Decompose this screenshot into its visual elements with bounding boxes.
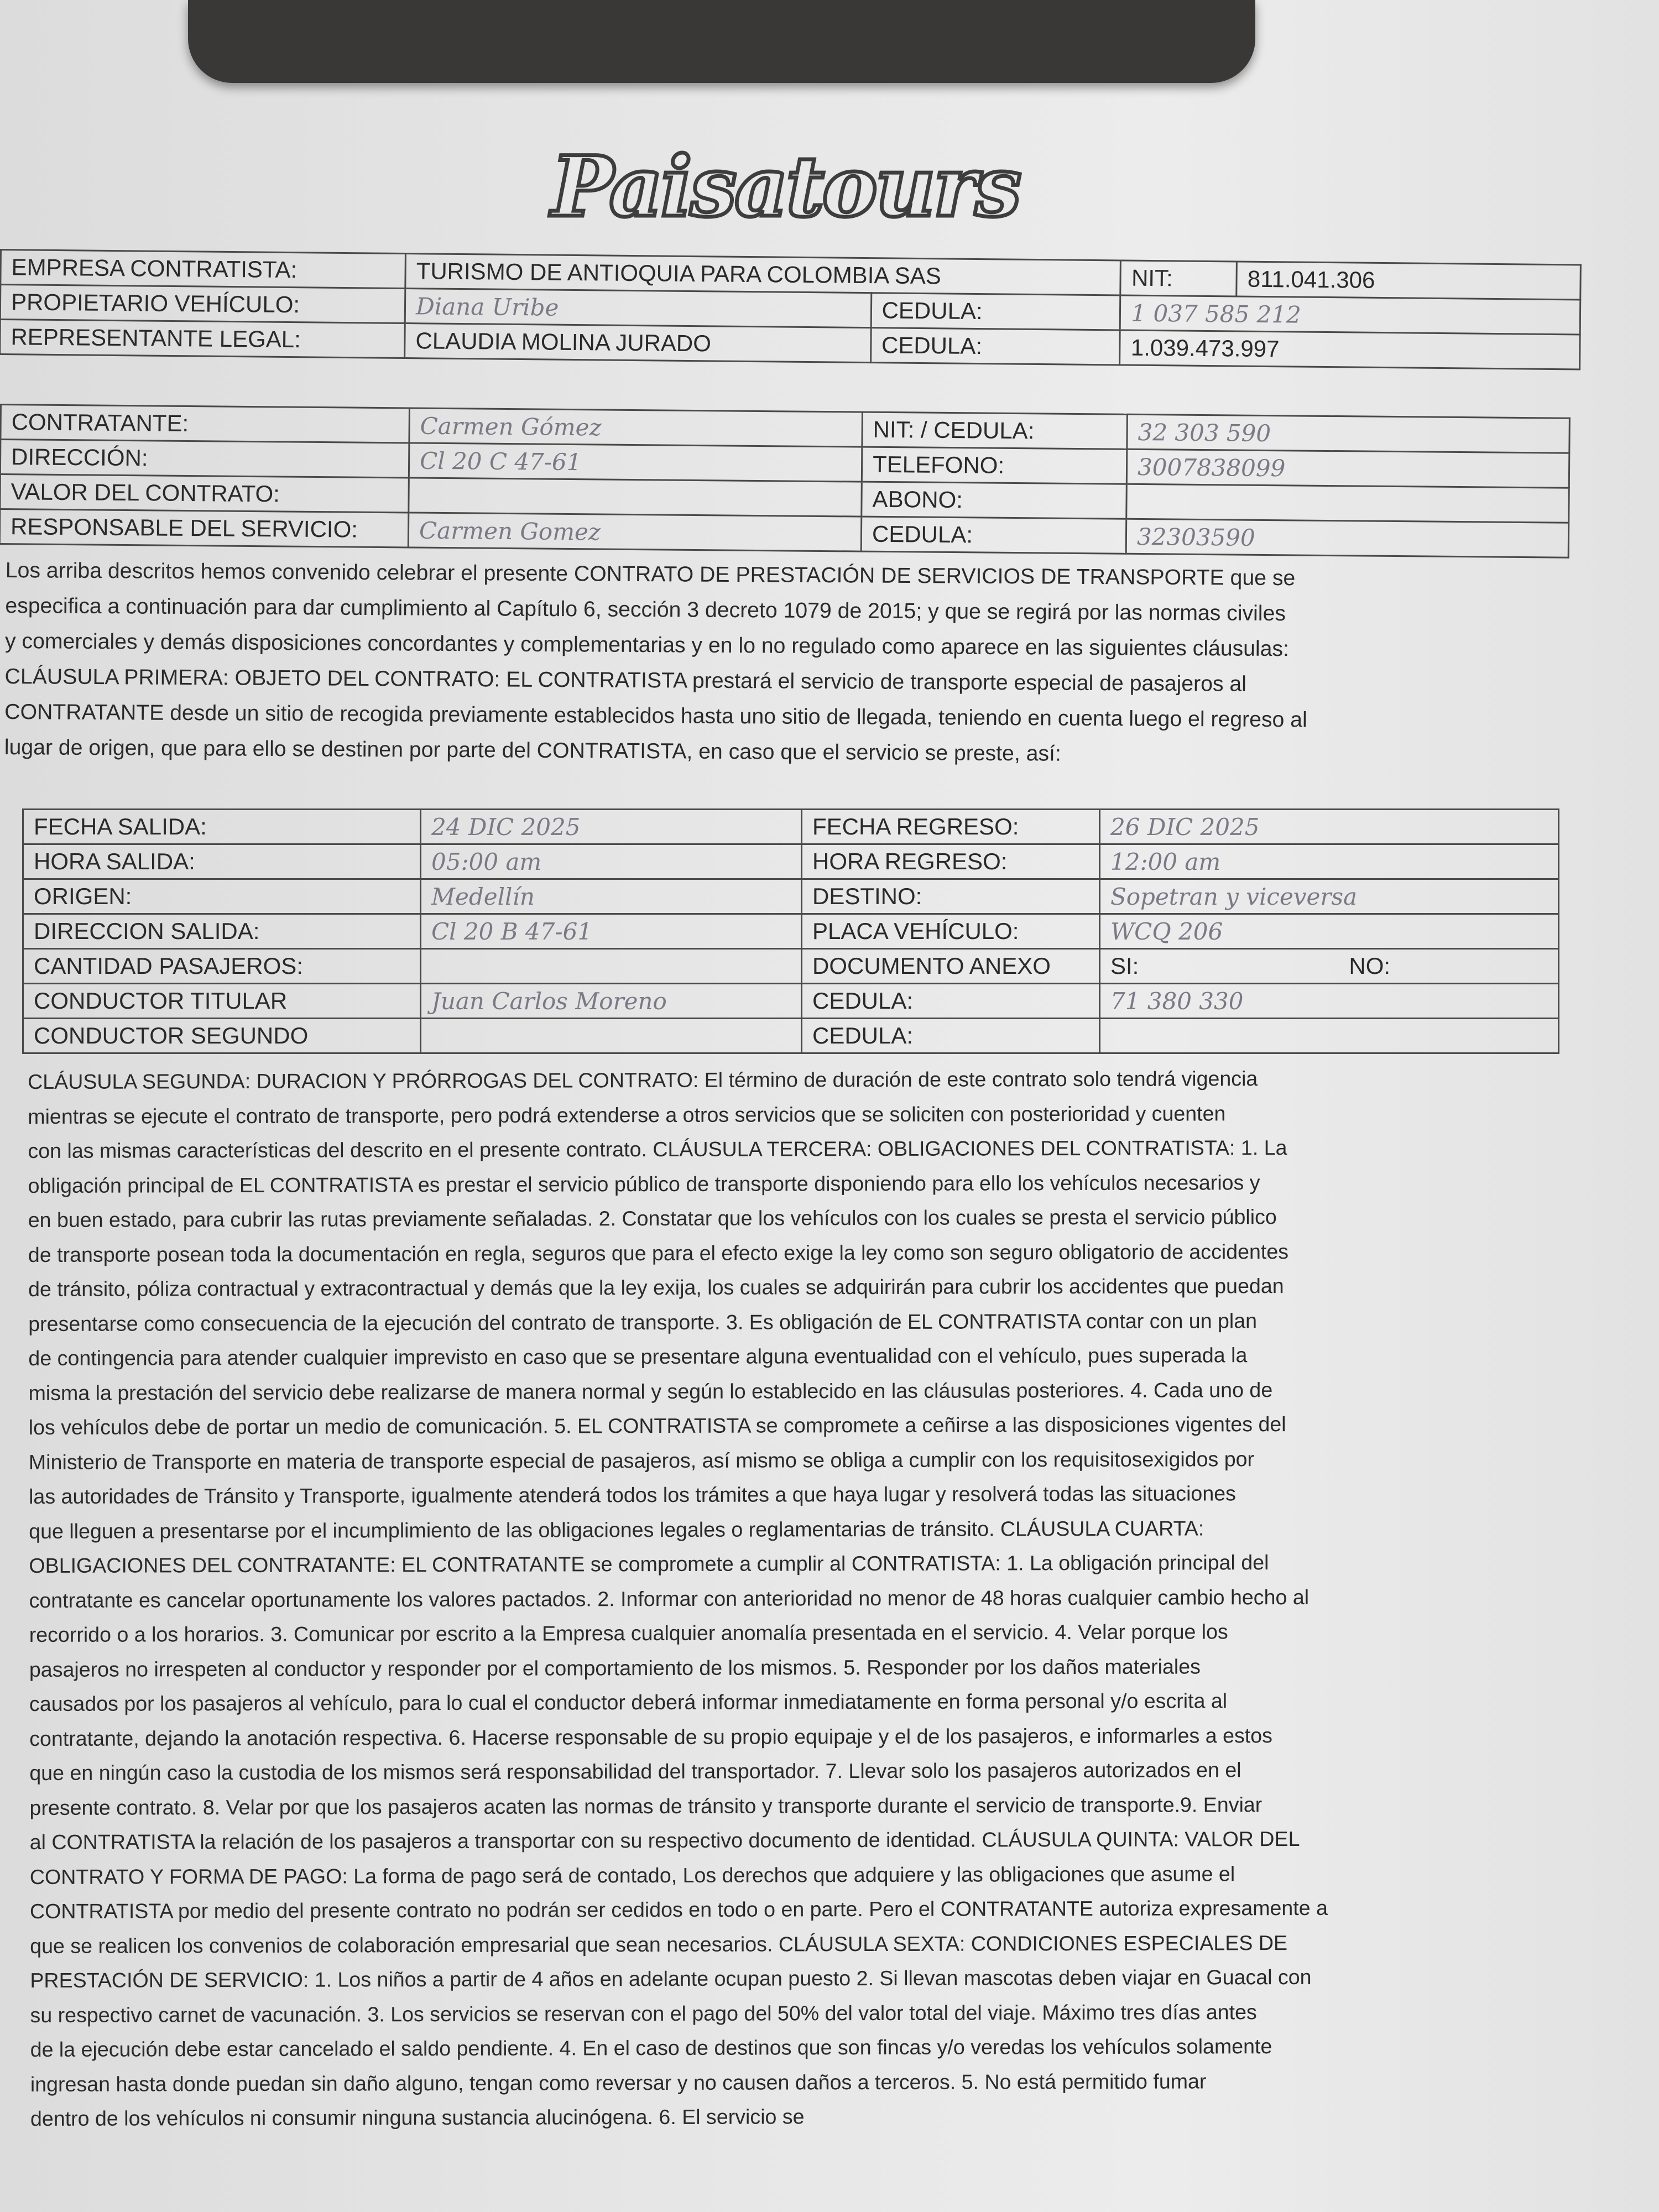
clause-line: recorrido o a los horarios. 3. Comunicar por escrito a la Empresa cualquier anomalía presentada en el servicio. 4. Velar porque los <box>29 1620 1228 1646</box>
departure-date: 24 DIC 2025 <box>421 810 802 844</box>
field-label: RESPONSABLE DEL SERVICIO: <box>0 509 409 547</box>
logo-wordmark: Paisatours <box>551 138 1020 236</box>
annex-options <box>1100 949 1559 984</box>
deposit-value <box>1126 484 1569 523</box>
clause-line: obligación principal de EL CONTRATISTA es prestar el servicio público de transporte disponiendo para ello los vehículos necesarios y <box>28 1170 1260 1197</box>
intro-paragraph <box>4 553 1576 775</box>
field-label: CEDULA: <box>802 984 1100 1019</box>
owner-name: Diana Uribe <box>405 289 871 328</box>
clause-line: de la ejecución debe estar cancelado el saldo pendiente. 4. En el caso de destinos que son fincas y/o veredas los vehículos solamente <box>30 2034 1272 2061</box>
clause-line: al CONTRATISTA la relación de los pasajeros a transportar con su respectivo documento de identidad. CLÁUSULA QUINTA: VALOR DEL <box>29 1827 1300 1854</box>
clause-line: que se realicen los convenios de colaboración empresarial que sean necesarios. CLÁUSULA SEXTA: CONDICIONES ESPECIALES DE <box>30 1931 1288 1958</box>
clause-line: presente contrato. 8. Velar por que los pasajeros acaten las normas de tránsito y transporte durante el servicio de transporte.9. Enviar <box>29 1792 1262 1819</box>
trip-row <box>23 879 1559 914</box>
clause-line: de contingencia para atender cualquier imprevisto en caso que se presentare alguna eventualidad con el vehículo, pues superada la <box>28 1343 1248 1370</box>
main-driver-id: 71 380 330 <box>1100 984 1559 1019</box>
legal-rep-id: 1.039.473.997 <box>1120 330 1580 369</box>
trip-row <box>23 844 1559 879</box>
company-table <box>0 249 1582 370</box>
clause-line: que lleguen a presentarse por el incumplimiento de las obligaciones legales o reglamentarias de tránsito. CLÁUSULA CUARTA: <box>29 1516 1204 1543</box>
field-label: NIT: / CEDULA: <box>862 412 1128 449</box>
client-phone: 3007838099 <box>1126 449 1569 488</box>
annex-no-label: NO: <box>1349 953 1391 979</box>
company-nit: 811.041.306 <box>1237 262 1580 300</box>
clause-line: de transporte posean toda la documentación en regla, seguros que para el efecto exige la ley como son seguro obligatorio de accidentes <box>28 1239 1289 1266</box>
clause-line: dentro de los vehículos ni consumir ninguna sustancia alucinógena. 6. El servicio se <box>30 2105 805 2130</box>
clause-line: OBLIGACIONES DEL CONTRATANTE: EL CONTRATANTE se compromete a cumplir al CONTRATISTA: 1. La obligación principal del <box>29 1551 1269 1577</box>
destination: Sopetran y viceversa <box>1100 879 1559 914</box>
clause-line: presentarse como consecuencia de la ejecución del contrato de transporte. 3. Es obligación de EL CONTRATISTA contar con un plan <box>28 1308 1258 1335</box>
clause-line: CONTRATO Y FORMA DE PAGO: La forma de pago será de contado, Los derechos que adquiere y las obligaciones que asume el <box>29 1861 1235 1888</box>
text-line: y comerciales y demás disposiciones concordantes y complementarias y en lo no regulado como aparece en las siguientes cláusulas: <box>4 629 1290 661</box>
text-line: especifica a continuación para dar cumplimiento al Capítulo 6, sección 3 decreto 1079 de 2015; y que se regirá por las normas civiles <box>5 593 1286 626</box>
field-label: FECHA REGRESO: <box>802 810 1100 844</box>
clause-line: PRESTACIÓN DE SERVICIO: 1. Los niños a partir de 4 años en adelante ocupan puesto 2. Si llevan mascotas deben viajar en Guacal con <box>30 1965 1312 1992</box>
client-address: Cl 20 C 47-61 <box>409 443 862 482</box>
field-label: CEDULA: <box>870 328 1120 365</box>
clause-line: que en ningún caso la custodia de los mismos será responsabilidad del transportador. 7. Llevar solo los pasajeros autorizados en el <box>29 1758 1241 1785</box>
clause-line: misma la prestación del servicio debe realizarse de manera normal y según lo establecido en las cláusulas posteriores. 4. Cada uno de <box>28 1378 1273 1405</box>
second-driver <box>421 1019 802 1053</box>
clause-line: pasajeros no irrespeten al conductor y responder por el comportamiento de los mismos. 5. Responder por los daños materiales <box>29 1654 1201 1681</box>
text-line: lugar de origen, que para ello se destinen por parte del CONTRATISTA, en caso que el servicio se preste, así: <box>4 735 1061 766</box>
clause-line: en buen estado, para cubrir las rutas previamente señaladas. 2. Constatar que los vehículos con los cuales se presta el servicio público <box>28 1205 1277 1232</box>
field-label: HORA SALIDA: <box>23 844 421 879</box>
field-label: PLACA VEHÍCULO: <box>802 914 1100 949</box>
company-logo <box>498 105 1073 249</box>
clause-line: causados por los pasajeros al vehículo, para lo cual el conductor deberá informar inmediatamente en forma personal y/o escrita al <box>29 1689 1228 1715</box>
clause-line: las autoridades de Tránsito y Transporte, igualmente atenderá todos los trámites a que haya lugar y resolverá todas las situaciones <box>28 1481 1236 1508</box>
field-label: PROPIETARIO VEHÍCULO: <box>0 285 405 324</box>
field-label: CEDULA: <box>861 517 1126 554</box>
second-driver-id <box>1100 1019 1559 1053</box>
passenger-count <box>421 949 802 984</box>
responsible-id: 32303590 <box>1126 519 1569 557</box>
clause-line: con las mismas características del descrito en el presente contrato. CLÁUSULA TERCERA: OBLIGACIONES DEL CONTRATISTA: 1. La <box>28 1136 1287 1162</box>
legal-rep-name: CLAUDIA MOLINA JURADO <box>405 324 871 363</box>
trip-row <box>23 949 1559 984</box>
clause-line: de tránsito, póliza contractual y extracontractual y demás que la ley exija, los cuales se adquirirán para cubrir los accidentes que puedan <box>28 1274 1284 1301</box>
client-id: 32 303 590 <box>1127 414 1570 453</box>
return-time: 12:00 am <box>1100 844 1559 879</box>
clause-line: mientras se ejecute el contrato de transporte, pero podrá extenderse a otros servicios que se soliciten con posterioridad y cuenten <box>28 1101 1226 1128</box>
field-label: REPRESENTANTE LEGAL: <box>0 320 405 358</box>
clauses-body <box>28 1061 1562 2136</box>
clause-line: CONTRATISTA por medio del presente contrato no podrán ser cedidos en todo o en parte. Pero el CONTRATANTE autoriza expresamente a <box>29 1896 1328 1923</box>
trip-row <box>23 1019 1559 1053</box>
field-label: CONDUCTOR SEGUNDO <box>23 1019 421 1053</box>
field-label: DOCUMENTO ANEXO <box>802 949 1100 984</box>
client-name: Carmen Gómez <box>409 408 863 447</box>
clause-line: los vehículos debe de portar un medio de comunicación. 5. EL CONTRATISTA se compromete a ceñirse a las disposiciones vigentes del <box>28 1412 1286 1439</box>
trip-row <box>23 914 1559 949</box>
return-date: 26 DIC 2025 <box>1100 810 1559 844</box>
text-line: CONTRATANTE desde un sitio de recogida previamente establecidos hasta uno sitio de llegada, teniendo en cuenta luego el regreso al <box>4 700 1307 732</box>
clause-line: ingresan hasta donde puedan sin daño alguno, tengan como reversar y no causen daños a terceros. 5. No está permitido fumar <box>30 2069 1207 2096</box>
clipboard-clip <box>188 0 1255 83</box>
clause-line: su respectivo carnet de vacunación. 3. Los servicios se reservan con el pago del 50% del valor total del viaje. Máximo tres días antes <box>30 2000 1257 2027</box>
field-label: VALOR DEL CONTRATO: <box>0 474 409 513</box>
field-label: HORA REGRESO: <box>802 844 1100 879</box>
field-label: DIRECCIÓN: <box>0 440 409 478</box>
departure-address: Cl 20 B 47-61 <box>421 914 802 949</box>
text-line: Los arriba descritos hemos convenido celebrar el presente CONTRATO DE PRESTACIÓN DE SERVICIOS DE TRANSPORTE que se <box>5 558 1296 591</box>
field-label: FECHA SALIDA: <box>23 810 421 844</box>
departure-time: 05:00 am <box>421 844 802 879</box>
field-label: CONDUCTOR TITULAR <box>23 984 421 1019</box>
field-label: ABONO: <box>862 482 1127 519</box>
field-label: ORIGEN: <box>23 879 421 914</box>
clause-line: contratante, dejando la anotación respectiva. 6. Hacerse responsable de su propio equipaje y el de los pasajeros, e informarles a estos <box>29 1723 1272 1750</box>
clause-line: contratante es cancelar oportunamente los valores pactados. 2. Informar con anterioridad no menor de 48 horas cualquier cambio hecho al <box>29 1585 1310 1612</box>
main-driver: Juan Carlos Moreno <box>421 984 802 1019</box>
origin: Medellín <box>421 879 802 914</box>
field-label: CONTRATANTE: <box>1 405 410 443</box>
field-label: TELEFONO: <box>862 447 1127 484</box>
field-label: DIRECCION SALIDA: <box>23 914 421 949</box>
text-line: CLÁUSULA PRIMERA: OBJETO DEL CONTRATO: EL CONTRATISTA prestará el servicio de transporte especial de pasajeros al <box>4 664 1247 696</box>
company-name: TURISMO DE ANTIOQUIA PARA COLOMBIA SAS <box>405 254 1121 295</box>
field-label: CANTIDAD PASAJEROS: <box>23 949 421 984</box>
field-label: CEDULA: <box>871 293 1120 330</box>
client-table <box>0 404 1571 559</box>
service-responsible: Carmen Gomez <box>408 513 862 551</box>
clause-line: CLÁUSULA SEGUNDA: DURACION Y PRÓRROGAS DEL CONTRATO: El término de duración de este contrato solo tendrá vigencia <box>28 1067 1258 1093</box>
trip-row <box>23 810 1559 844</box>
field-label: NIT: <box>1120 260 1237 296</box>
clause-line: Ministerio de Transporte en materia de transporte especial de pasajeros, así mismo se obliga a cumplir con los requisitosexigidos por <box>28 1447 1255 1474</box>
field-label: DESTINO: <box>802 879 1100 914</box>
field-label: EMPRESA CONTRATISTA: <box>1 250 406 289</box>
contract-value <box>409 478 862 517</box>
owner-id: 1 037 585 212 <box>1120 295 1580 335</box>
trip-row <box>23 984 1559 1019</box>
vehicle-plate: WCQ 206 <box>1100 914 1559 949</box>
trip-table <box>22 808 1559 1054</box>
field-label: CEDULA: <box>802 1019 1100 1053</box>
annex-yes-label: SI: <box>1110 953 1139 979</box>
